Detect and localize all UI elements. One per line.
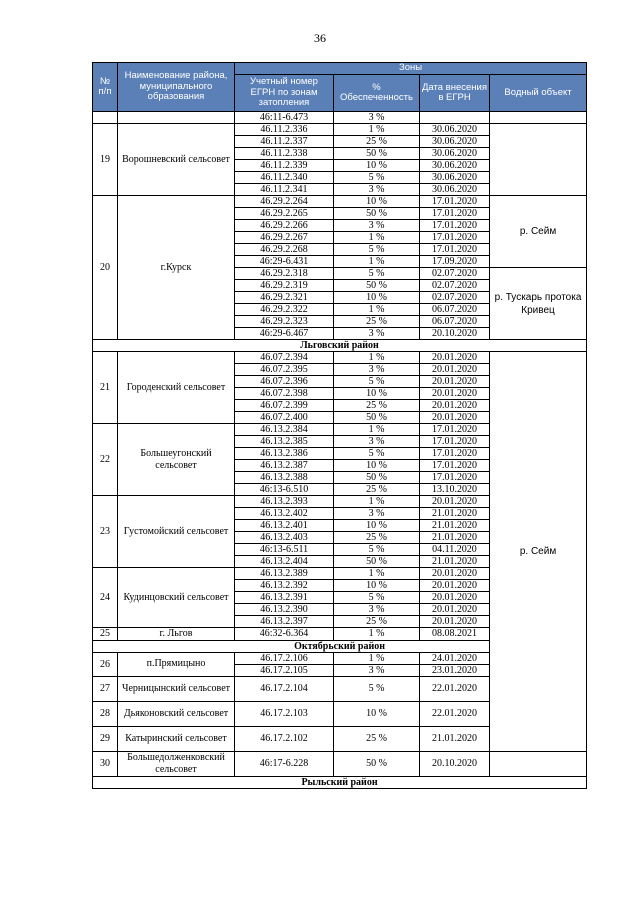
percent-cell: 10 %	[334, 196, 420, 208]
row-number: 28	[93, 701, 118, 726]
header-percent: % Обеспеченность	[334, 75, 420, 112]
percent-cell: 1 %	[334, 232, 420, 244]
percent-cell: 50 %	[334, 751, 420, 776]
table-row	[93, 751, 587, 776]
percent-cell: 3 %	[334, 112, 420, 124]
date-cell: 17.01.2020	[420, 196, 490, 208]
percent-cell: 10 %	[334, 292, 420, 304]
egrn-number-cell: 46.13.2.403	[235, 532, 334, 544]
percent-cell: 3 %	[334, 664, 420, 676]
date-cell: 17.01.2020	[420, 232, 490, 244]
row-number: 29	[93, 726, 118, 751]
date-cell: 17.01.2020	[420, 460, 490, 472]
date-cell: 30.06.2020	[420, 184, 490, 196]
date-cell: 21.01.2020	[420, 508, 490, 520]
header-egrn-number: Учетный номер ЕГРН по зонам затопления	[235, 75, 334, 112]
date-cell: 20.01.2020	[420, 364, 490, 376]
percent-cell: 25 %	[334, 726, 420, 751]
percent-cell: 10 %	[334, 460, 420, 472]
table-row	[93, 196, 587, 208]
percent-cell: 1 %	[334, 652, 420, 664]
percent-cell: 3 %	[334, 220, 420, 232]
egrn-number-cell: 46.07.2.396	[235, 376, 334, 388]
date-cell: 22.01.2020	[420, 676, 490, 701]
egrn-number-cell: 46.13.2.387	[235, 460, 334, 472]
row-number: 27	[93, 676, 118, 701]
egrn-number-cell: 46.13.2.385	[235, 436, 334, 448]
percent-cell: 5 %	[334, 592, 420, 604]
date-cell: 17.01.2020	[420, 472, 490, 484]
date-cell: 20.01.2020	[420, 400, 490, 412]
page-number: 36	[314, 31, 326, 45]
table-body	[93, 112, 587, 789]
municipality-name: г.Курск	[118, 196, 235, 340]
flood-zones-table	[92, 62, 587, 789]
water-object-cell	[490, 112, 587, 124]
municipality-name	[118, 112, 235, 124]
municipality-name: Густомойский сельсовет	[118, 496, 235, 568]
percent-cell: 50 %	[334, 472, 420, 484]
date-cell: 17.01.2020	[420, 436, 490, 448]
row-number: 30	[93, 751, 118, 776]
date-cell: 20.01.2020	[420, 580, 490, 592]
percent-cell: 25 %	[334, 532, 420, 544]
egrn-number-cell: 46.13.2.390	[235, 604, 334, 616]
row-number: 25	[93, 628, 118, 641]
date-cell: 17.01.2020	[420, 424, 490, 436]
municipality-name: Ворошневский сельсовет	[118, 124, 235, 196]
percent-cell: 10 %	[334, 580, 420, 592]
header-name: Наименование района, муниципального образования	[118, 63, 235, 112]
percent-cell: 10 %	[334, 520, 420, 532]
percent-cell: 3 %	[334, 364, 420, 376]
egrn-number-cell: 46.13.2.386	[235, 448, 334, 460]
date-cell: 23.01.2020	[420, 664, 490, 676]
row-number: 20	[93, 196, 118, 340]
egrn-number-cell: 46:17-6.228	[235, 751, 334, 776]
percent-cell: 1 %	[334, 628, 420, 641]
section-title: Рыльский район	[93, 776, 587, 788]
table-row	[93, 112, 587, 124]
row-number: 24	[93, 568, 118, 628]
water-object-cell	[490, 124, 587, 196]
egrn-number-cell: 46.11.2.337	[235, 136, 334, 148]
egrn-number-cell: 46:13-6.511	[235, 544, 334, 556]
egrn-number-cell: 46.29.2.268	[235, 244, 334, 256]
egrn-number-cell: 46.11.2.340	[235, 172, 334, 184]
date-cell	[420, 112, 490, 124]
header-water: Водный объект	[490, 75, 587, 112]
percent-cell: 50 %	[334, 148, 420, 160]
percent-cell: 50 %	[334, 208, 420, 220]
table-row	[93, 124, 587, 136]
section-row-oktyabr	[93, 640, 587, 652]
egrn-number-cell: 46.07.2.399	[235, 400, 334, 412]
date-cell: 20.01.2020	[420, 388, 490, 400]
egrn-number-cell: 46.29.2.267	[235, 232, 334, 244]
percent-cell: 1 %	[334, 424, 420, 436]
percent-cell: 1 %	[334, 568, 420, 580]
municipality-name: Черницынский сельсовет	[118, 676, 235, 701]
municipality-name: Большедолженковский сельсовет	[118, 751, 235, 776]
egrn-number-cell: 46.29.2.265	[235, 208, 334, 220]
egrn-number-cell: 46.13.2.404	[235, 556, 334, 568]
egrn-number-cell: 46.07.2.400	[235, 412, 334, 424]
date-cell: 20.01.2020	[420, 568, 490, 580]
municipality-name: Дьяконовский сельсовет	[118, 701, 235, 726]
section-title: Октябрьский район	[93, 640, 587, 652]
date-cell: 20.01.2020	[420, 412, 490, 424]
row-number: 19	[93, 124, 118, 196]
water-object-cell: р. Тускарь протока Кривец	[490, 268, 587, 340]
egrn-number-cell: 46.13.2.388	[235, 472, 334, 484]
date-cell: 20.01.2020	[420, 496, 490, 508]
egrn-number-cell: 46.07.2.394	[235, 352, 334, 364]
percent-cell: 1 %	[334, 304, 420, 316]
egrn-number-cell: 46.11.2.339	[235, 160, 334, 172]
date-cell: 17.01.2020	[420, 244, 490, 256]
date-cell: 20.01.2020	[420, 352, 490, 364]
percent-cell: 5 %	[334, 544, 420, 556]
egrn-number-cell: 46.13.2.402	[235, 508, 334, 520]
percent-cell: 3 %	[334, 508, 420, 520]
section-row-lgov	[93, 340, 587, 352]
percent-cell: 3 %	[334, 328, 420, 340]
municipality-name: Кудинцовский сельсовет	[118, 568, 235, 628]
egrn-number-cell: 46.13.2.397	[235, 616, 334, 628]
date-cell: 20.01.2020	[420, 616, 490, 628]
percent-cell: 25 %	[334, 316, 420, 328]
date-cell: 22.01.2020	[420, 701, 490, 726]
percent-cell: 25 %	[334, 484, 420, 496]
section-row-rylsk	[93, 776, 587, 788]
egrn-number-cell: 46.11.2.341	[235, 184, 334, 196]
date-cell: 30.06.2020	[420, 148, 490, 160]
date-cell: 17.01.2020	[420, 208, 490, 220]
percent-cell: 50 %	[334, 412, 420, 424]
percent-cell: 1 %	[334, 496, 420, 508]
egrn-number-cell: 46:29-6.431	[235, 256, 334, 268]
percent-cell: 5 %	[334, 376, 420, 388]
row-number: 21	[93, 352, 118, 424]
section-title: Льговский район	[93, 340, 587, 352]
egrn-number-cell: 46:13-6.510	[235, 484, 334, 496]
egrn-number-cell: 46.13.2.389	[235, 568, 334, 580]
egrn-number-cell: 46.07.2.395	[235, 364, 334, 376]
date-cell: 21.01.2020	[420, 520, 490, 532]
egrn-number-cell: 46.13.2.384	[235, 424, 334, 436]
date-cell: 04.11.2020	[420, 544, 490, 556]
row-number: 26	[93, 652, 118, 676]
egrn-number-cell: 46.07.2.398	[235, 388, 334, 400]
municipality-name: п.Прямицыно	[118, 652, 235, 676]
municipality-name: г. Льгов	[118, 628, 235, 641]
date-cell: 13.10.2020	[420, 484, 490, 496]
date-cell: 20.01.2020	[420, 592, 490, 604]
percent-cell: 10 %	[334, 160, 420, 172]
egrn-number-cell: 46.17.2.102	[235, 726, 334, 751]
percent-cell: 50 %	[334, 556, 420, 568]
egrn-number-cell: 46.11.2.338	[235, 148, 334, 160]
egrn-number-cell: 46.17.2.106	[235, 652, 334, 664]
table-row	[93, 352, 587, 364]
date-cell: 06.07.2020	[420, 316, 490, 328]
header-num: № п/п	[93, 63, 118, 112]
percent-cell: 5 %	[334, 172, 420, 184]
date-cell: 20.01.2020	[420, 376, 490, 388]
egrn-number-cell: 46:29-6.467	[235, 328, 334, 340]
date-cell: 02.07.2020	[420, 268, 490, 280]
egrn-number-cell: 46.29.2.264	[235, 196, 334, 208]
egrn-number-cell: 46.17.2.105	[235, 664, 334, 676]
egrn-number-cell: 46.29.2.321	[235, 292, 334, 304]
percent-cell: 1 %	[334, 124, 420, 136]
date-cell: 02.07.2020	[420, 292, 490, 304]
egrn-number-cell: 46.17.2.103	[235, 701, 334, 726]
date-cell: 02.07.2020	[420, 280, 490, 292]
egrn-number-cell: 46.29.2.323	[235, 316, 334, 328]
egrn-number-cell: 46.13.2.392	[235, 580, 334, 592]
date-cell: 20.10.2020	[420, 328, 490, 340]
date-cell: 17.09.2020	[420, 256, 490, 268]
date-cell: 21.01.2020	[420, 532, 490, 544]
egrn-number-cell: 46:11-6.473	[235, 112, 334, 124]
row-number	[93, 112, 118, 124]
water-object-cell: р. Сейм	[490, 196, 587, 268]
percent-cell: 25 %	[334, 400, 420, 412]
percent-cell: 1 %	[334, 352, 420, 364]
percent-cell: 5 %	[334, 268, 420, 280]
egrn-number-cell: 46.29.2.319	[235, 280, 334, 292]
municipality-name: Большеугонский сельсовет	[118, 424, 235, 496]
egrn-number-cell: 46:32-6.364	[235, 628, 334, 641]
date-cell: 06.07.2020	[420, 304, 490, 316]
egrn-number-cell: 46.13.2.391	[235, 592, 334, 604]
water-object-cell: р. Сейм	[490, 352, 587, 752]
municipality-name: Катыринский сельсовет	[118, 726, 235, 751]
percent-cell: 3 %	[334, 184, 420, 196]
percent-cell: 5 %	[334, 244, 420, 256]
percent-cell: 5 %	[334, 676, 420, 701]
egrn-number-cell: 46.13.2.401	[235, 520, 334, 532]
date-cell: 17.01.2020	[420, 448, 490, 460]
date-cell: 17.01.2020	[420, 220, 490, 232]
egrn-number-cell: 46.29.2.322	[235, 304, 334, 316]
date-cell: 21.01.2020	[420, 556, 490, 568]
egrn-number-cell: 46.17.2.104	[235, 676, 334, 701]
percent-cell: 1 %	[334, 256, 420, 268]
date-cell: 24.01.2020	[420, 652, 490, 664]
row-number: 23	[93, 496, 118, 568]
egrn-number-cell: 46.11.2.336	[235, 124, 334, 136]
percent-cell: 25 %	[334, 616, 420, 628]
date-cell: 30.06.2020	[420, 160, 490, 172]
date-cell: 30.06.2020	[420, 172, 490, 184]
date-cell: 20.10.2020	[420, 751, 490, 776]
percent-cell: 50 %	[334, 280, 420, 292]
egrn-number-cell: 46.29.2.318	[235, 268, 334, 280]
header-zones: Зоны	[235, 63, 587, 75]
egrn-number-cell: 46.29.2.266	[235, 220, 334, 232]
row-number: 22	[93, 424, 118, 496]
date-cell: 30.06.2020	[420, 124, 490, 136]
date-cell: 08.08.2021	[420, 628, 490, 641]
egrn-number-cell: 46.13.2.393	[235, 496, 334, 508]
date-cell: 20.01.2020	[420, 604, 490, 616]
date-cell: 21.01.2020	[420, 726, 490, 751]
percent-cell: 3 %	[334, 604, 420, 616]
percent-cell: 5 %	[334, 448, 420, 460]
municipality-name: Городенский сельсовет	[118, 352, 235, 424]
percent-cell: 25 %	[334, 136, 420, 148]
percent-cell: 10 %	[334, 388, 420, 400]
header-date: Дата внесения в ЕГРН	[420, 75, 490, 112]
percent-cell: 3 %	[334, 436, 420, 448]
date-cell: 30.06.2020	[420, 136, 490, 148]
percent-cell: 10 %	[334, 701, 420, 726]
